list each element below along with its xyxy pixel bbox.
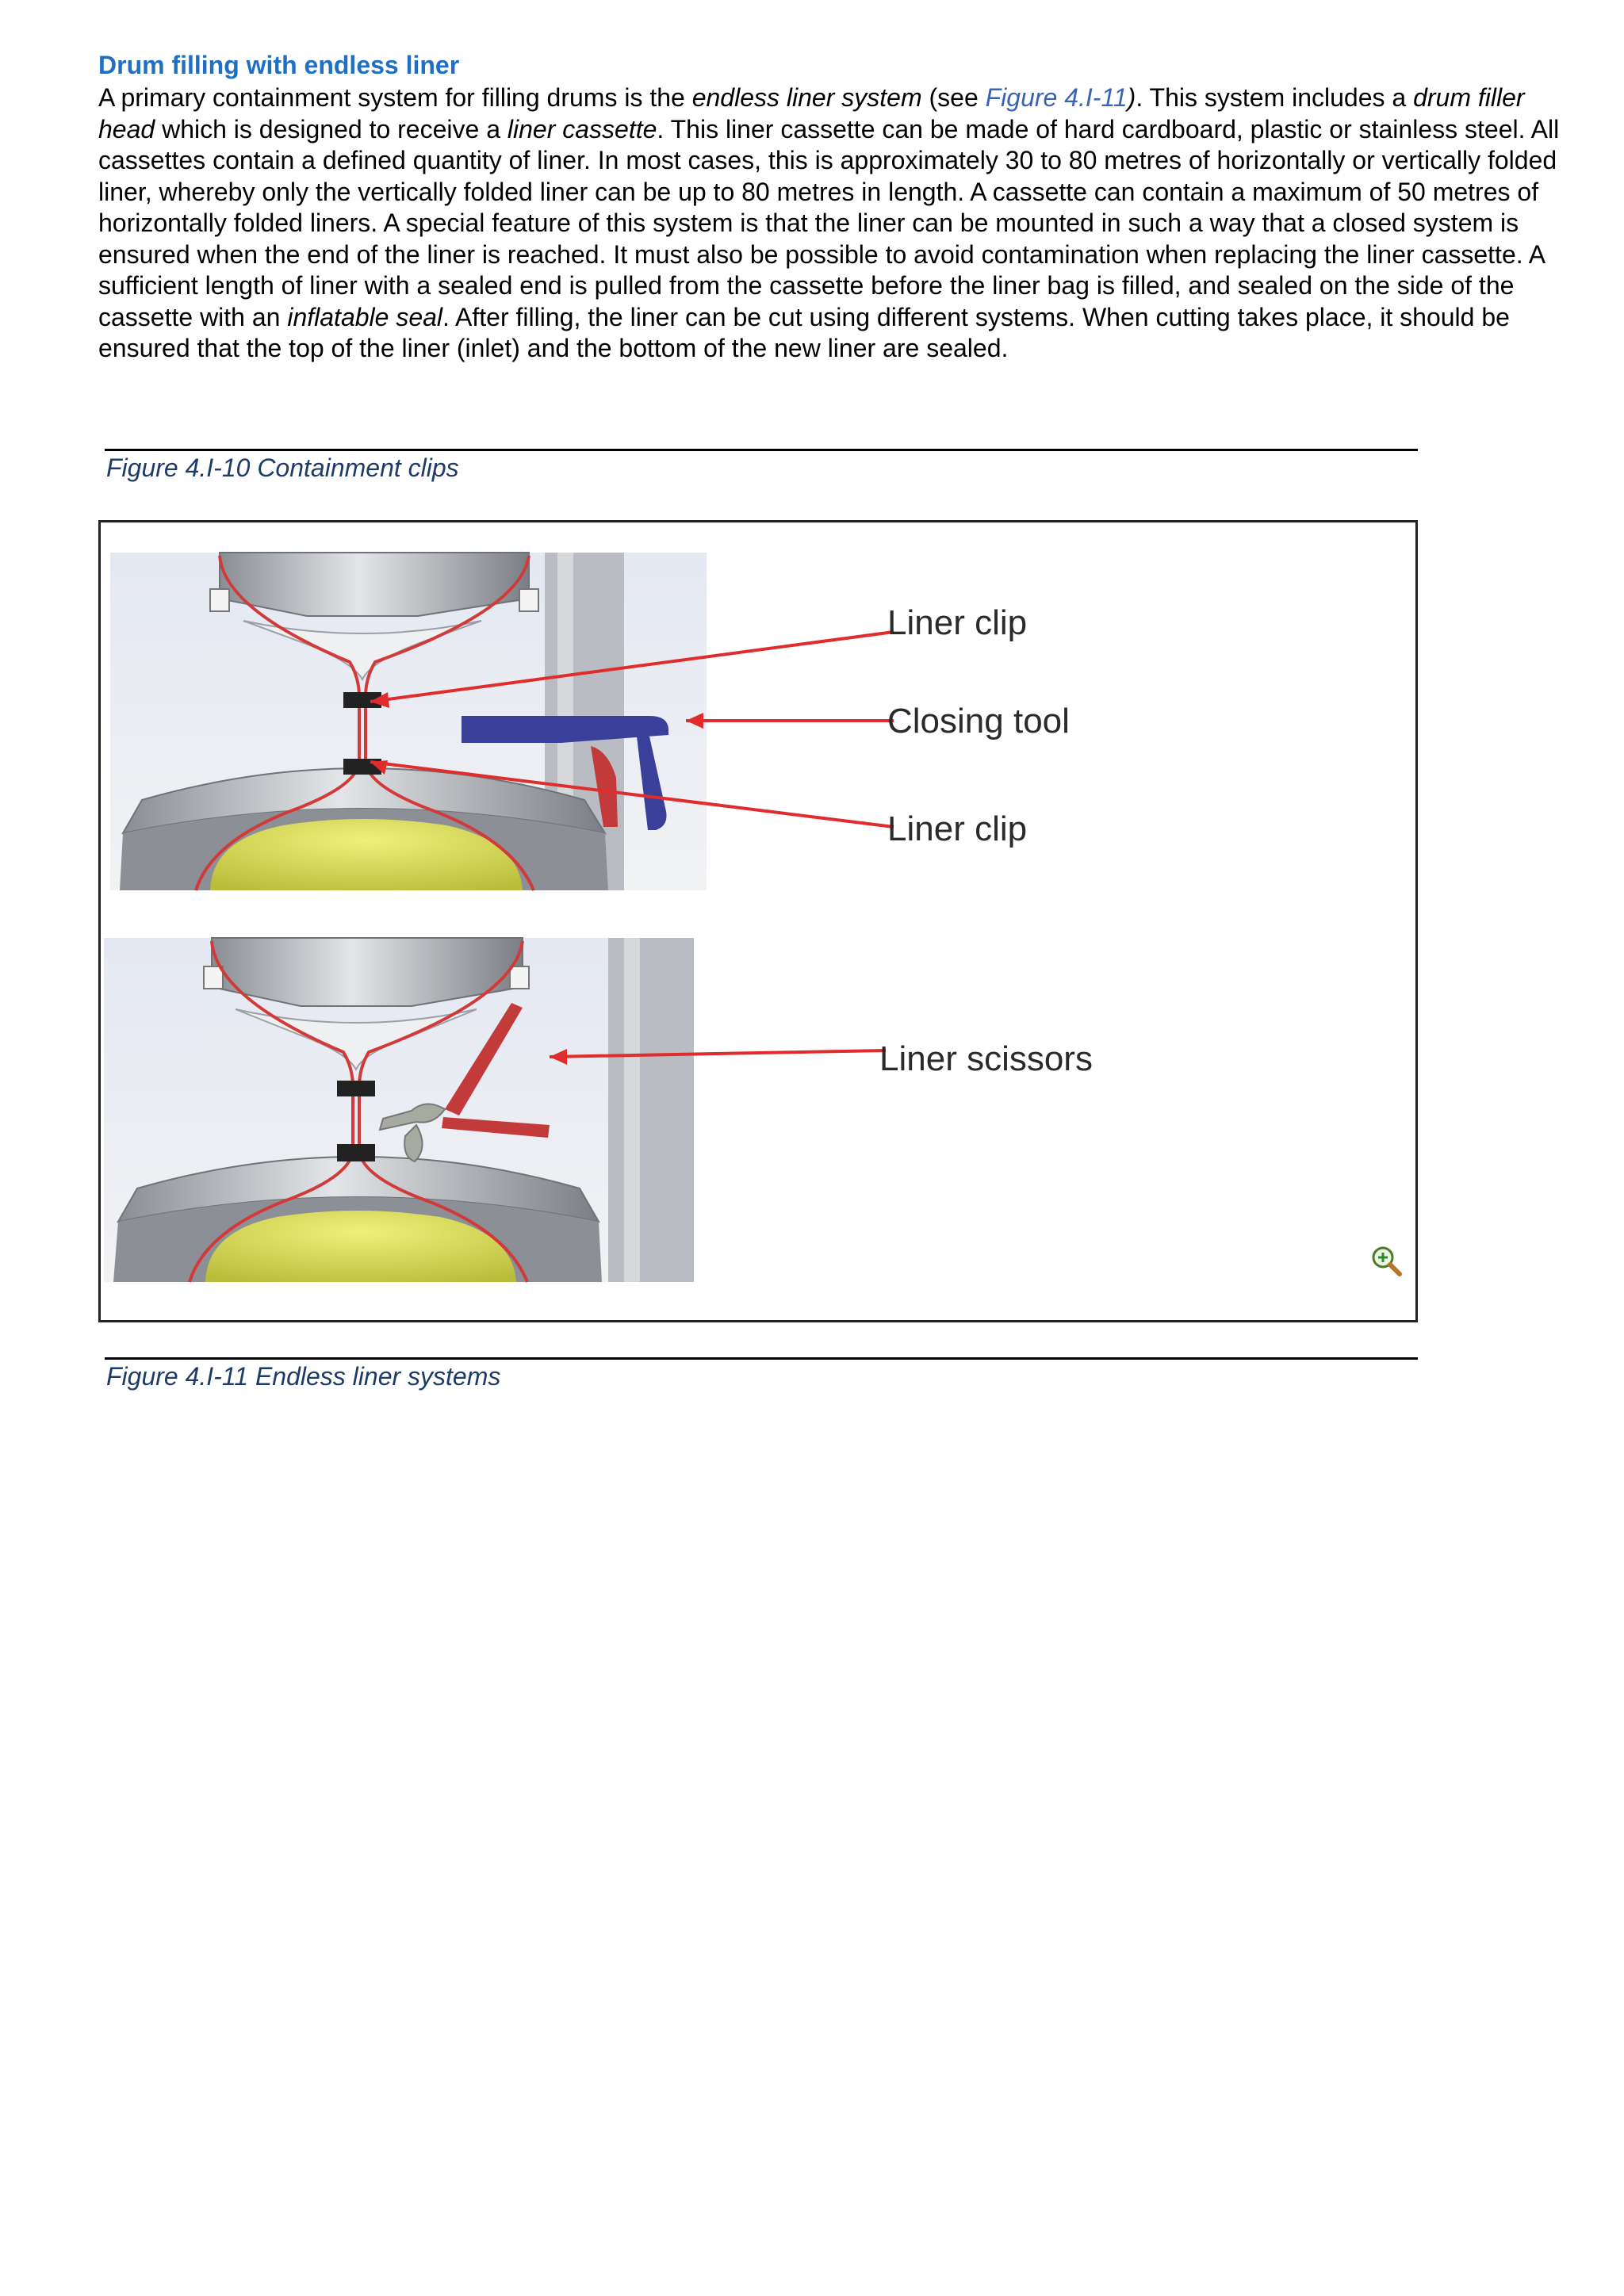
figure-reference-link[interactable]: Figure 4.I-11: [985, 83, 1128, 112]
section-heading: Drum filling with endless liner: [98, 51, 460, 79]
callout-liner-clip-top: Liner clip: [887, 603, 1028, 642]
paragraph-text: . This liner cassette can be made of hard cardboard, plastic or stainless steel. All cassettes contain a defined quantity of liner. In most cases, this is approximately 30 to 80 metres of horizontally or vertically folded liner, whereby only the vertically folded liner can be up to 80 metres in length. A cassette can contain a maximum of 50 metres of horizontally folded liners. A special feature of this system is that the liner can be mounted in such a way that a closed system is ensured when the end of the liner is reached. It must also be possible to avoid contamination when replacing the liner cassette. A sufficient length of liner with a sealed end is pulled from the cassette before the liner bag is filled, and sealed on the side of the cassette with an: [98, 114, 1560, 331]
emphasis-term: drum filler head: [98, 83, 1525, 144]
liner-illustration: [101, 522, 1415, 1320]
paragraph-text: which is designed to receive a: [155, 114, 508, 144]
paragraph-text: . After filling, the liner can be cut using different systems. When cutting takes place, it should be ensured that the top of the liner (inlet) and the bottom of the new liner are sealed.: [98, 302, 1510, 362]
magnifier-plus-icon[interactable]: [1369, 1244, 1404, 1279]
paragraph-text: A primary containment system for filling drums is the: [98, 83, 692, 112]
caption-divider: [105, 449, 1418, 451]
figure-endless-liner: [98, 520, 1418, 1322]
callout-liner-scissors: Liner scissors: [879, 1039, 1093, 1078]
caption-divider: [105, 1357, 1418, 1360]
paragraph-text: (see: [921, 83, 986, 112]
emphasis-term: liner cassette: [507, 114, 657, 144]
callout-closing-tool: Closing tool: [887, 702, 1070, 740]
emphasis-term: endless liner system: [691, 83, 922, 112]
emphasis-term: ): [1127, 83, 1136, 112]
figure-caption-containment-clips: Figure 4.I-10 Containment clips: [106, 453, 459, 482]
top-illustration-panel: [110, 553, 707, 890]
emphasis-term: inflatable seal: [287, 302, 443, 331]
callout-liner-clip-bottom: Liner clip: [887, 809, 1028, 848]
body-paragraph: [98, 82, 1573, 365]
bottom-illustration-panel: [104, 938, 694, 1282]
paragraph-text: . This system includes a: [1136, 83, 1414, 112]
figure-caption-endless-liner-systems: Figure 4.I-11 Endless liner systems: [106, 1362, 501, 1391]
